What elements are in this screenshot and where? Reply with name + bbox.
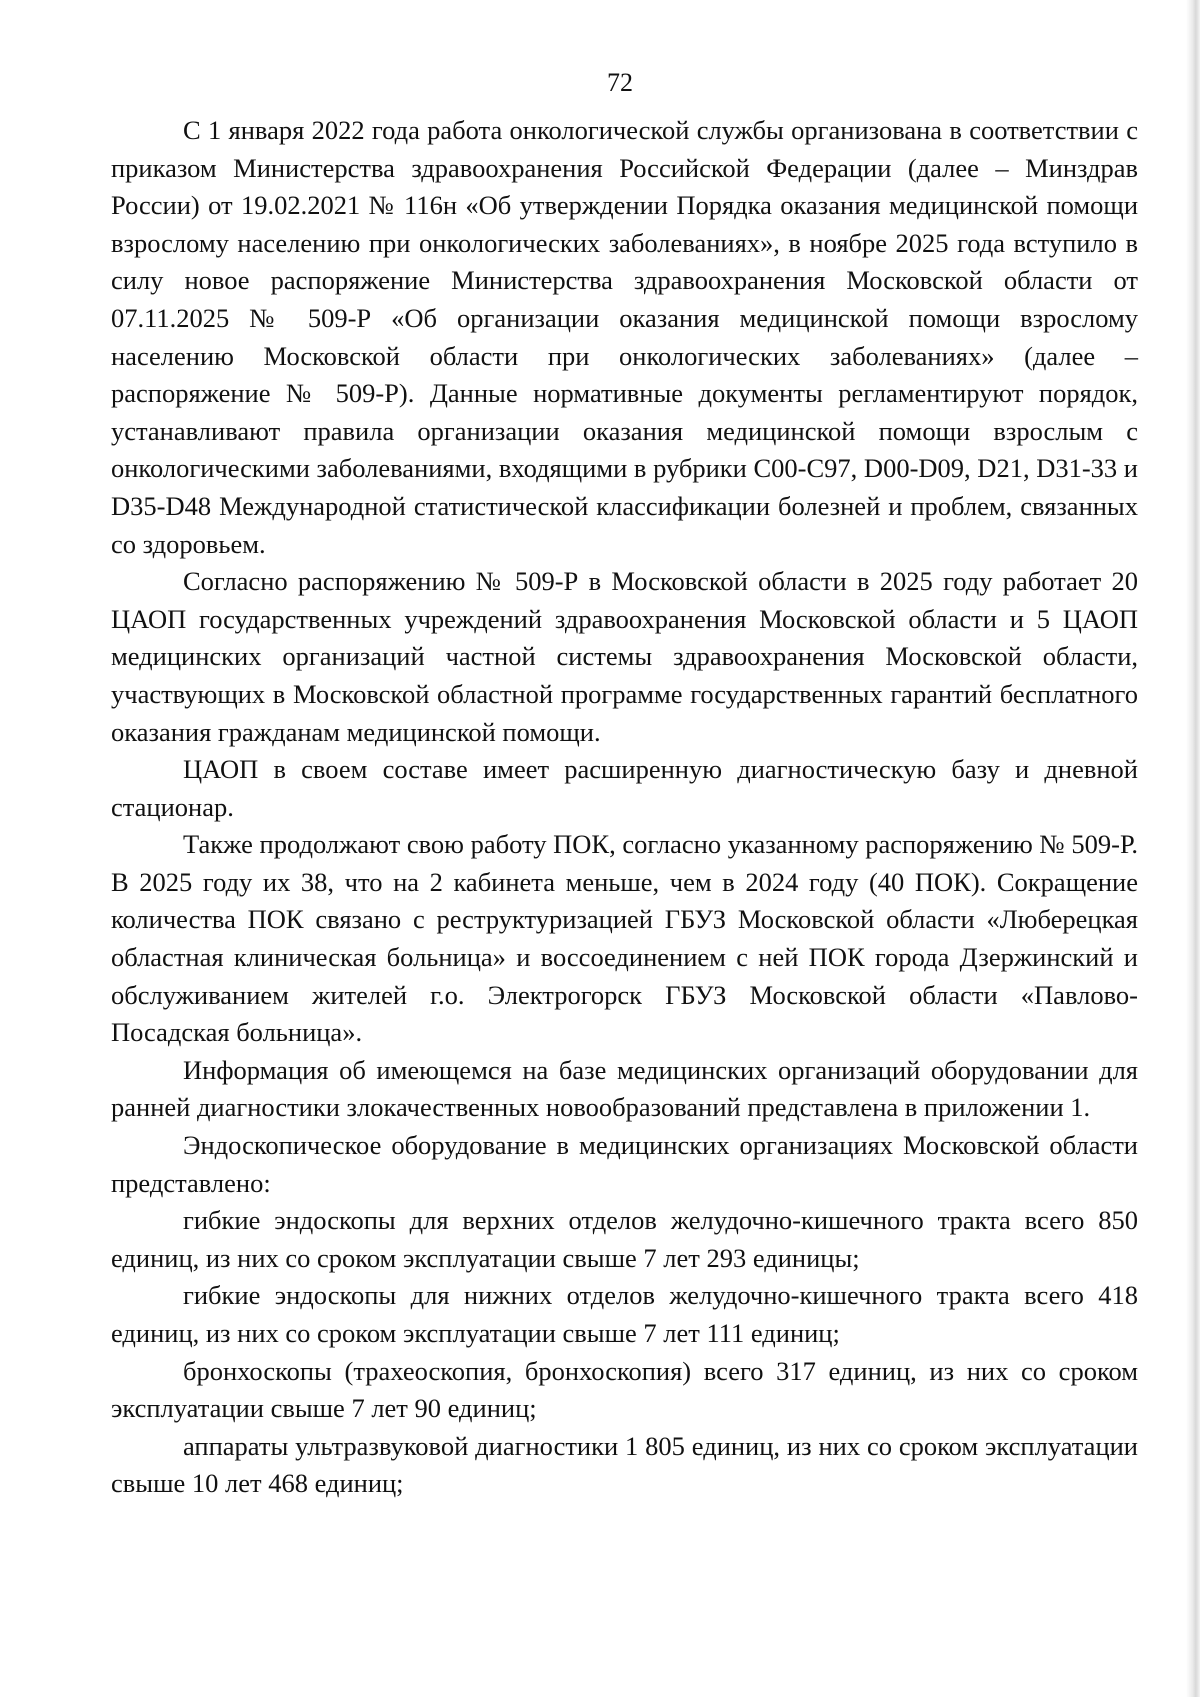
paragraph-caop-count: Согласно распоряжению № 509-Р в Московской области в 2025 году работает 20 ЦАОП государственных учреждений здравоохранения Московской области и 5 ЦАОП медицинских организаций частной системы здравоохранения Московской области, участвующих в Московской областной программе государственных гарантий бесплатного оказания гражданам медицинской помощи. xyxy=(111,566,1138,747)
scan-edge-shadow xyxy=(1186,0,1200,1697)
list-item-lower-gi-endoscopes: гибкие эндоскопы для нижних отделов желудочно-кишечного тракта всего 418 единиц, из них со сроком эксплуатации свыше 7 лет 111 единиц; xyxy=(111,1280,1138,1348)
paragraph-endoscopic-equipment: Эндоскопическое оборудование в медицинских организациях Московской области представлено: xyxy=(111,1130,1138,1198)
paragraph-caop-composition: ЦАОП в своем составе имеет расширенную диагностическую базу и дневной стационар. xyxy=(111,754,1138,822)
list-item-bronchoscopes: бронхоскопы (трахеоскопия, бронхоскопия) всего 317 единиц, из них со сроком эксплуатации свыше 7 лет 90 единиц; xyxy=(111,1355,1138,1424)
paragraph-equipment-info: Информация об имеющемся на базе медицинских организаций оборудовании для ранней диагностики злокачественных новообразований представлена в приложении 1. xyxy=(111,1054,1138,1123)
list-item-upper-gi-endoscopes: гибкие эндоскопы для верхних отделов желудочно-кишечного тракта всего 850 единиц, из них со сроком эксплуатации свыше 7 лет 293 единицы; xyxy=(111,1205,1138,1273)
paragraph-pok-count: Также продолжают свою работу ПОК, согласно указанному распоряжению № 509-Р. В 2025 году их 38, что на 2 кабинета меньше, чем в 2024 году (40 ПОК). Сокращение количества ПОК связано с реструктуризацией ГБУЗ Московской области «Люберецкая областная клиническая больница» и воссоединением с ней ПОК города Дзержинский и обслуживанием жителей г.о. Электрогорск ГБУЗ Московской области «Павлово-Посадская больница». xyxy=(111,829,1138,1048)
paragraph-oncology-service-organization: С 1 января 2022 года работа онкологической службы организована в соответствии с приказом Министерства здравоохранения Российской Федерации (далее – Минздрав России) от 19.02.2021 № 116н «Об утверждении Порядка оказания медицинской помощи взрослому населению при онкологических заболеваниях», в ноябре 2025 года вступило в силу новое распоряжение Министерства здравоохранения Московской области от 07.11.2025 № 509-Р «Об организации оказания медицинской помощи взрослому населению Московской области при онкологических заболеваниях» (далее – распоряжение № 509-Р). Данные нормативные документы регламентируют порядок, устанавливают правила организации оказания медицинской помощи взрослым с онкологическими заболеваниями, входящими в рубрики С00-С97, D00-D09, D21, D31-33 и D35-D48 Международной статистической классификации болезней и проблем, связанных со здоровьем. xyxy=(111,115,1138,559)
page-number: 72 xyxy=(607,68,633,97)
document-body xyxy=(111,112,1138,1503)
list-item-ultrasound-devices: аппараты ультразвуковой диагностики 1 805 единиц, из них со сроком эксплуатации свыше 10 лет 468 единиц; xyxy=(111,1430,1138,1499)
